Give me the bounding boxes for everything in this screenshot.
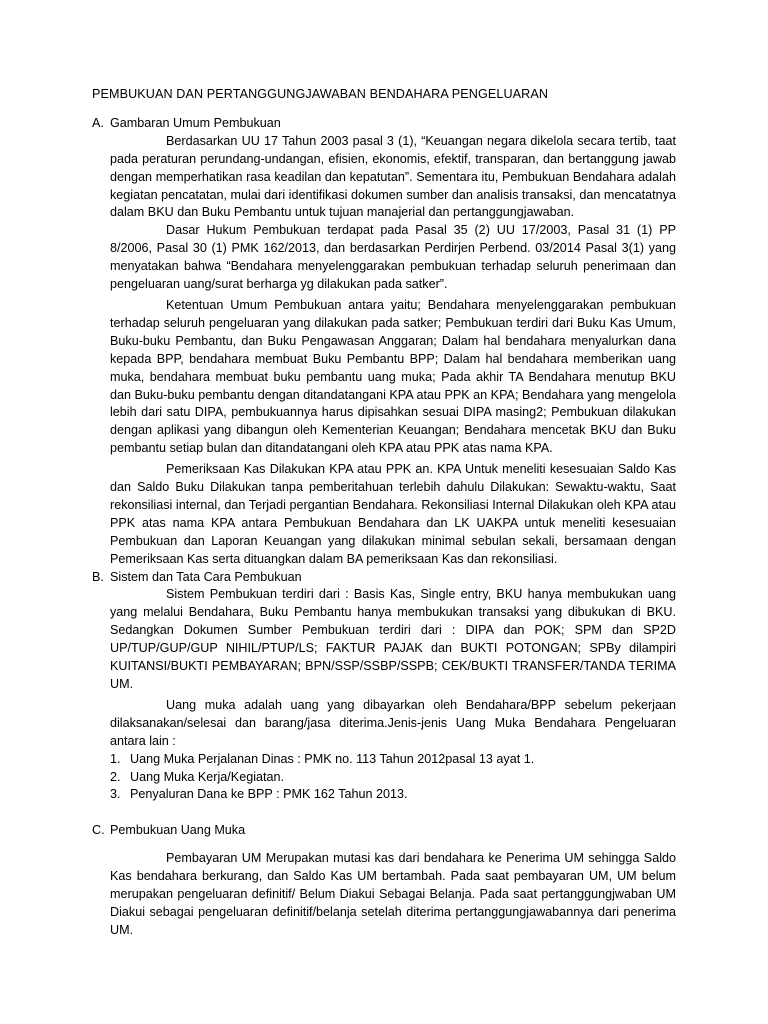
list-item <box>110 786 676 804</box>
list-item <box>110 751 676 769</box>
section-b-letter: B. <box>92 569 104 584</box>
section-c-letter: C. <box>92 823 105 838</box>
document-content <box>92 86 676 940</box>
section-a <box>92 115 676 569</box>
list-item-number: 1. <box>110 751 121 766</box>
section-a-paragraph: Dasar Hukum Pembukuan terdapat pada Pasal 35 (2) UU 17/2003, Pasal 31 (1) PP 8/2006, Pasal 30 (1) PMK 162/2013, dan berdasarkan Perdirjen Perbend. 03/2014 Pasal 3(1) yang menyatakan bahwa “Bendahara menyelenggarakan pembukuan terhadap seluruh penerimaan dan pengeluaran uang/surat berharga yg dilakukan pada satker”. <box>110 223 676 292</box>
section-b-body <box>110 586 676 804</box>
section-c-heading <box>92 822 676 840</box>
section-a-title: Gambaran Umum Pembukuan <box>110 115 281 130</box>
section-b-paragraph: Uang muka adalah uang yang dibayarkan oleh Bendahara/BPP sebelum pekerjaan dilaksanakan/selesai dan barang/jasa diterima.Jenis-jenis Uang Muka Bendahara Pengeluaran antara lain : <box>110 697 676 748</box>
list-item-text: Uang Muka Kerja/Kegiatan. <box>130 769 285 784</box>
section-c-paragraph: Pembayaran UM Merupakan mutasi kas dari bendahara ke Penerima UM sehingga Saldo Kas bendahara berkurang, dan Saldo Kas UM bertambah. Pada saat pembayaran UM, UM belum merupakan pengeluaran definitif/ Belum Diakui Sebagai Belanja. Pada saat pertanggungjwaban UM Diakui sebagai pengeluaran definitif/belanja setelah diterima pertanggungjawabannya dari penerima UM. <box>110 851 676 937</box>
uang-muka-list <box>110 751 676 805</box>
section-a-paragraph: Ketentuan Umum Pembukuan antara yaitu; Bendahara menyelenggarakan pembukuan terhadap seluruh pengeluaran yang dilakukan pada satker; Pembukuan terdiri dari Buku Kas Umum, Buku-buku Pembantu, dan Buku Pengawasan Anggaran; Dalam hal bendahara menyalurkan dana kepada BPP, bendahara membuat Buku Pembantu BPP; Dalam hal bendahara memberikan uang muka, bendahara membuat buku pembantu uang muka; Pada akhir TA Bendahara menutup BKU dan Buku-buku pembantu dengan ditandatangani KPA atau PPK an KPA; Bendahara yang mengelola lebih dari satu DIPA, pembukuannya harus dipisahkan sesuai DIPA masing2; Pembukuan dilakukan dengan aplikasi yang dibangun oleh Kementerian Keuangan; Bendahara mencetak BKU dan Buku pembantu setiap bulan dan ditandatangani oleh KPA atau PPK atas nama KPA. <box>110 297 676 456</box>
section-b-title: Sistem dan Tata Cara Pembukuan <box>110 569 302 584</box>
list-item <box>110 769 676 787</box>
blank-line <box>92 804 676 822</box>
list-item-number: 3. <box>110 787 121 802</box>
list-item-text: Uang Muka Perjalanan Dinas : PMK no. 113 Tahun 2012pasal 13 ayat 1. <box>130 751 535 766</box>
section-a-paragraph: Berdasarkan UU 17 Tahun 2003 pasal 3 (1), “Keuangan negara dikelola secara tertib, taat pada peraturan perundang-undangan, efisien, ekonomis, efektif, transparan, dan bertanggung jawab dengan memperhatikan rasa keadilan dan kepatutan”. Sementara itu, Pembukuan Bendahara adalah kegiatan pencatatan, mulai dari identifikasi dokumen sumber dan analisis transaksi, dan mencatatnya dalam BKU dan Buku Pembantu untuk tujuan manajerial dan pertanggungjawaban. <box>110 133 676 220</box>
section-b <box>92 569 676 805</box>
section-a-heading <box>92 115 676 133</box>
section-a-paragraph: Pemeriksaan Kas Dilakukan KPA atau PPK an. KPA Untuk meneliti kesesuaian Saldo Kas dan Saldo Buku Dilakukan tanpa pemberitahuan terlebih dahulu Dilakukan: Sewaktu-waktu, Saat rekonsiliasi internal, dan Terjadi pergantian Bendahara. Rekonsiliasi Internal Dilakukan oleh KPA atau PPK atas nama KPA antara Pembukuan Bendahara dan LK UAKPA untuk meneliti kesesuaian Pembukuan dan Laporan Keuangan yang dilakukan minimal sebulan sekali, bersamaan dengan Pemeriksaan Kas serta dituangkan dalam BA pemeriksaan Kas dan rekonsiliasi. <box>110 462 676 566</box>
section-b-heading <box>92 569 676 587</box>
document-title: PEMBUKUAN DAN PERTANGGUNGJAWABAN BENDAHARA PENGELUARAN <box>92 87 549 101</box>
section-c <box>92 822 676 939</box>
section-c-title: Pembukuan Uang Muka <box>110 823 246 838</box>
section-a-letter: A. <box>92 115 104 130</box>
list-item-number: 2. <box>110 769 121 784</box>
section-c-body <box>110 850 676 940</box>
section-a-body <box>110 133 676 569</box>
section-b-paragraph: Sistem Pembukuan terdiri dari : Basis Kas, Single entry, BKU hanya membukukan uang yang melalui Bendahara, Buku Pembantu hanya membukukan transaksi yang dibukukan di BKU. Sedangkan Dokumen Sumber Pembukuan terdiri dari : DIPA dan POK; SPM dan SP2D UP/TUP/GUP/GUP NIHIL/PTUP/LS; FAKTUR PAJAK dan BUKTI POTONGAN; SPBy dilampiri KUITANSI/BUKTI PEMBAYARAN; BPN/SSP/SSBP/SSPB; CEK/BUKTI TRANSFER/TANDA TERIMA UM. <box>110 587 676 691</box>
list-item-text: Penyaluran Dana ke BPP : PMK 162 Tahun 2013. <box>130 787 408 802</box>
